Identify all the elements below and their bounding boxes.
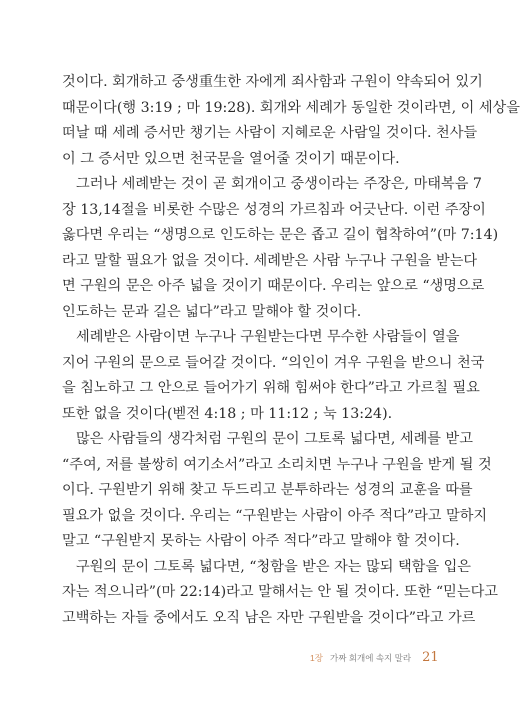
text-line: 인도하는 문과 길은 넓다”라고 말해야 할 것이다. xyxy=(62,303,362,320)
text-line: 많은 사람들의 생각처럼 구원의 문이 그토록 넓다면, 세례를 받고 xyxy=(76,431,473,447)
text-line: 이다. 구원받기 위해 찾고 두드리고 분투하라는 성경의 교훈을 따를 xyxy=(62,482,473,498)
footer-chapter: 1장 xyxy=(310,653,323,663)
text-line: 또한 없을 것이다(벧전 4:18 ; 마 11:12 ; 눅 13:24). xyxy=(62,405,393,422)
text-line: 것이다. 회개하고 중생重生한 자에게 죄사함과 구원이 약속되어 있기 xyxy=(62,74,483,90)
text-line: 떠날 때 세례 증서만 챙기는 사람이 지혜로운 사람일 것이다. 천사들 xyxy=(62,125,478,141)
text-line: 라고 말할 필요가 없을 것이다. 세례받은 사람 누구나 구원을 받는다 xyxy=(62,252,478,269)
text-line: 을 침노하고 그 안으로 들어가기 위해 힘써야 한다”라고 가르칠 필요 xyxy=(62,380,480,396)
text-line: 면 구원의 문은 아주 넓을 것이기 때문이다. 우리는 앞으로 “생명으로 xyxy=(62,278,485,294)
body-text xyxy=(62,70,520,631)
text-line: 때문이다(행 3:19 ; 마 19:28). 회개와 세례가 동일한 것이라면, 이 세상을 xyxy=(62,99,520,116)
text-line: “주여, 저를 불쌍히 여기소서”라고 소리치면 누구나 구원을 받게 될 것 xyxy=(62,456,492,473)
text-line: 고백하는 자들 중에서도 오직 남은 자만 구원받을 것이다”라고 가르 xyxy=(62,609,476,626)
page-number: 21 xyxy=(422,650,439,665)
text-line: 말고 “구원받지 못하는 사람이 아주 적다”라고 말해야 할 것이다. xyxy=(62,533,460,549)
text-line: 장 13,14절을 비롯한 수많은 성경의 가르침과 어긋난다. 이런 주장이 xyxy=(62,201,486,218)
text-line: 자는 적으니라”(마 22:14)라고 말해서는 안 될 것이다. 또한 “믿는다고 xyxy=(62,584,498,600)
text-line: 그러나 세례받는 것이 곧 회개이고 중생이라는 주장은, 마태복음 7 xyxy=(76,176,482,192)
text-line: 지어 구원의 문으로 들어갈 것이다. “의인이 겨우 구원을 받으니 천국 xyxy=(62,354,485,371)
footer-chapter-title: 가짜 회개에 속지 말라 xyxy=(330,653,412,663)
text-line: 구원의 문이 그토록 넓다면, “청함을 받은 자는 많되 택함을 입은 xyxy=(76,558,471,575)
text-line: 세례받은 사람이면 누구나 구원받는다면 무수한 사람들이 열을 xyxy=(76,329,460,345)
text-line: 필요가 없을 것이다. 우리는 “구원받는 사람이 아주 적다”라고 말하지 xyxy=(62,507,488,524)
text-line: 이 그 증서만 있으면 천국문을 열어줄 것이기 때문이다. xyxy=(62,150,400,167)
page-footer xyxy=(310,646,438,664)
text-line: 옳다면 우리는 “생명으로 인도하는 문은 좁고 길이 협착하여”(마 7:14) xyxy=(62,227,499,243)
